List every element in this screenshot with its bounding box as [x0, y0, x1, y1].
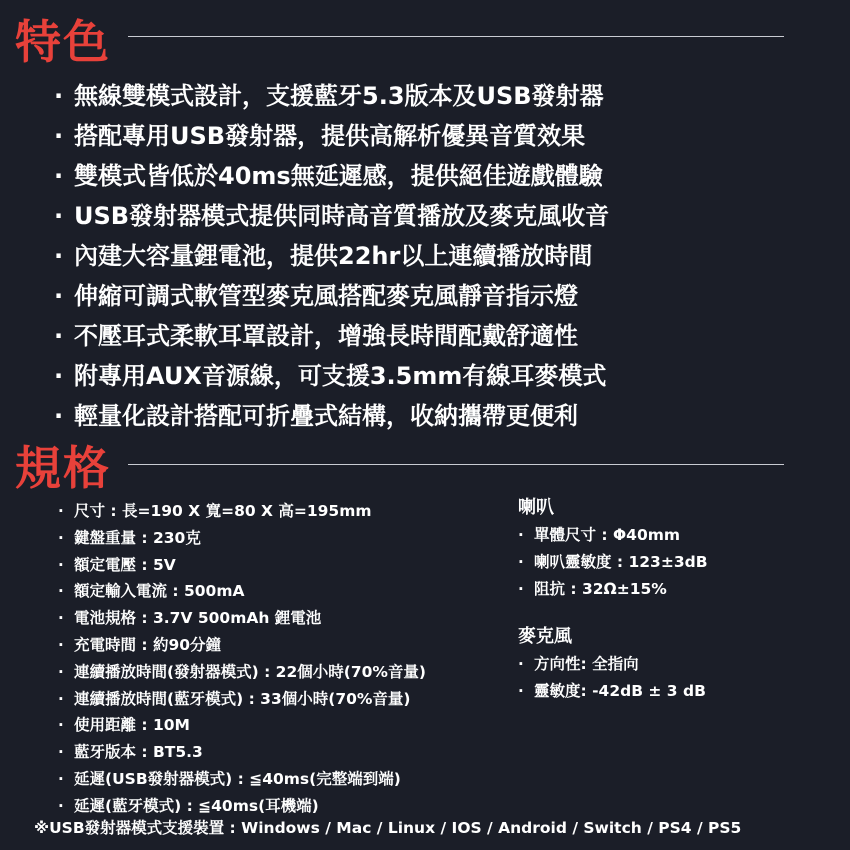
- bullet: ·: [54, 122, 64, 150]
- microphone-title: 麥克風: [518, 626, 572, 647]
- feature-text: 伸縮可調式軟管型麥克風搭配麥克風靜音指示燈: [74, 282, 578, 310]
- bullet: ·: [58, 582, 64, 601]
- bullet: ·: [54, 322, 64, 350]
- feature-text: 無線雙模式設計，支援藍牙5.3版本及USB發射器: [74, 82, 604, 110]
- specs-title: 規格: [15, 441, 111, 495]
- feature-item: [52, 196, 609, 236]
- spec-text: 藍牙版本 : BT5.3: [74, 743, 203, 762]
- spec-item: [58, 498, 426, 525]
- bullet: ·: [54, 282, 64, 310]
- feature-text: 雙模式皆低於40ms無延遲感，提供絕佳遊戲體驗: [74, 162, 603, 190]
- spec-item: [58, 578, 426, 605]
- spec-text: 額定電壓 : 5V: [74, 555, 176, 574]
- bullet: ·: [54, 202, 64, 230]
- features-list: [52, 76, 609, 436]
- feature-item: [52, 156, 609, 196]
- spec-item: [58, 739, 426, 766]
- feature-text: 搭配專用USB發射器，提供高解析優異音質效果: [74, 122, 586, 150]
- spec-item: [518, 678, 706, 705]
- bullet: ·: [518, 579, 524, 598]
- spec-item: [58, 632, 426, 659]
- spec-text: 尺寸 : 長=190 X 寬=80 X 高=195mm: [74, 502, 372, 520]
- microphone-list: [518, 651, 706, 705]
- feature-text: 輕量化設計搭配可折疊式結構，收納攜帶更便利: [74, 402, 578, 430]
- feature-text: USB發射器模式提供同時高音質播放及麥克風收音: [74, 202, 610, 230]
- spec-text: 充電時間 : 約90分鐘: [74, 635, 222, 654]
- bullet: ·: [58, 769, 64, 788]
- bullet: ·: [58, 796, 64, 815]
- spec-item: [58, 659, 426, 686]
- bullet: ·: [518, 655, 524, 673]
- spec-text: 方向性: 全指向: [534, 655, 639, 673]
- spec-text: 延遲(USB發射器模式) : ≦40ms(完整端到端): [74, 769, 401, 788]
- spec-item: [58, 686, 426, 713]
- bullet: ·: [58, 662, 64, 681]
- bullet: ·: [58, 689, 64, 708]
- spec-item: [58, 605, 426, 632]
- spec-item: [518, 576, 708, 603]
- feature-item: [52, 356, 609, 396]
- spec-text: 連續播放時間(發射器模式) : 22個小時(70%音量): [74, 662, 426, 681]
- spec-text: 延遲(藍牙模式) : ≦40ms(耳機端): [74, 796, 319, 815]
- compatibility-note: ※USB發射器模式支援裝置 : Windows / Mac / Linux / IOS / Android / Switch / PS4 / PS5: [34, 819, 742, 837]
- bullet: ·: [54, 362, 64, 390]
- bullet: ·: [518, 526, 524, 544]
- bullet: ·: [54, 242, 64, 270]
- speaker-title: 喇叭: [518, 497, 554, 518]
- specs-header: [0, 438, 850, 498]
- spec-list-general: [58, 498, 426, 820]
- spec-text: 使用距離 : 10M: [74, 716, 190, 735]
- features-header: [0, 12, 850, 72]
- spec-text: 阻抗 : 32Ω±15%: [534, 579, 667, 598]
- feature-item: [52, 396, 609, 436]
- spec-text: 單體尺寸 : Φ40mm: [534, 526, 681, 544]
- spec-text: 靈敏度: -42dB ± 3 dB: [534, 681, 706, 700]
- spec-text: 鍵盤重量 : 230克: [74, 528, 201, 547]
- spec-item: [58, 766, 426, 793]
- bullet: ·: [58, 528, 64, 547]
- spec-item: [518, 651, 706, 678]
- spec-item: [58, 712, 426, 739]
- spec-item: [518, 522, 708, 549]
- spec-item: [58, 525, 426, 552]
- spec-text: 喇叭靈敏度 : 123±3dB: [534, 552, 708, 571]
- feature-item: [52, 316, 609, 356]
- spec-text: 連續播放時間(藍牙模式) : 33個小時(70%音量): [74, 689, 411, 708]
- speaker-list: [518, 522, 708, 602]
- feature-item: [52, 236, 609, 276]
- features-divider: [128, 36, 784, 37]
- spec-item: [518, 549, 708, 576]
- speaker-specs: [518, 494, 708, 602]
- feature-item: [52, 116, 609, 156]
- bullet: ·: [58, 743, 64, 762]
- feature-item: [52, 276, 609, 316]
- feature-text: 附專用AUX音源線，可支援3.5mm有線耳麥模式: [74, 362, 607, 390]
- feature-item: [52, 76, 609, 116]
- bullet: ·: [54, 82, 64, 110]
- features-title: 特色: [15, 15, 111, 69]
- bullet: ·: [518, 681, 524, 700]
- bullet: ·: [58, 635, 64, 654]
- bullet: ·: [58, 502, 64, 520]
- bullet: ·: [58, 555, 64, 574]
- spec-text: 電池規格 : 3.7V 500mAh 鋰電池: [74, 609, 322, 628]
- bullet: ·: [58, 609, 64, 628]
- bullet: ·: [54, 162, 64, 190]
- bullet: ·: [58, 716, 64, 735]
- bullet: ·: [518, 552, 524, 571]
- spec-text: 額定輸入電流 : 500mA: [74, 582, 245, 601]
- feature-text: 內建大容量鋰電池，提供22hr以上連續播放時間: [74, 242, 593, 270]
- microphone-specs: [518, 623, 706, 705]
- feature-text: 不壓耳式柔軟耳罩設計，增強長時間配戴舒適性: [74, 322, 578, 350]
- spec-item: [58, 552, 426, 579]
- bullet: ·: [54, 402, 64, 430]
- specs-divider: [128, 464, 784, 465]
